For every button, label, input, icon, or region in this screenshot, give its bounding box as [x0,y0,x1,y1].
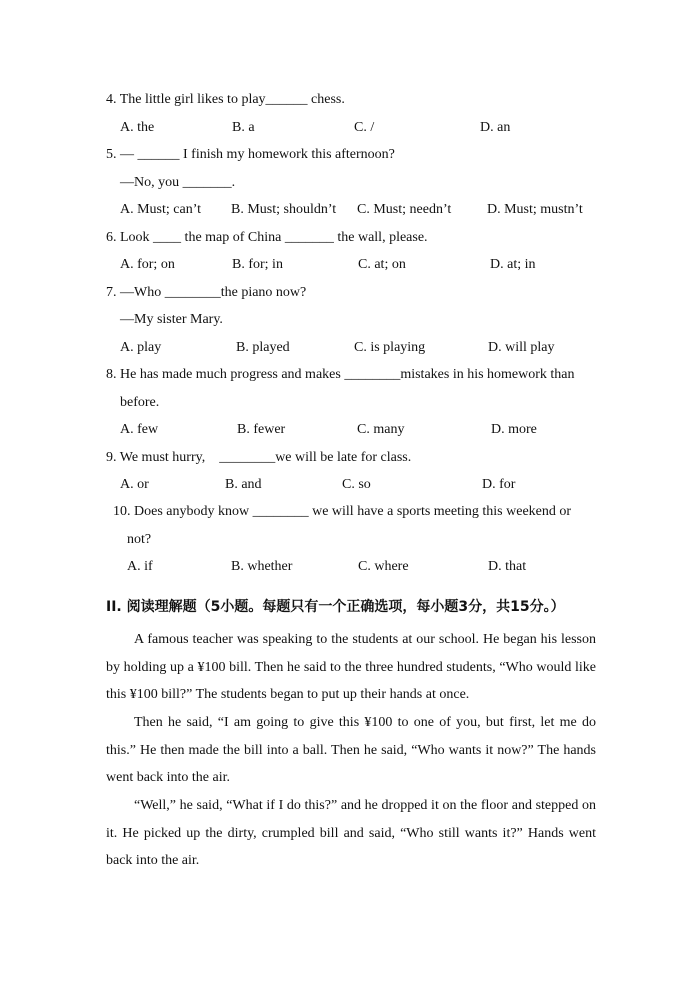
passage-paragraph-2: Then he said, “I am going to give this ¥100 to one of you, but first, let me do this.” He then made the bill into a ball. Then he said, “Who wants it now?” The hands went back into the air. [106,715,596,785]
question-10-stem: 10. Does anybody know ________ we will have a sports meeting this weekend or [113,504,572,519]
q10-option-c: C. where [358,559,409,574]
q9-option-d: D. for [482,477,516,492]
q8-option-c: C. many [357,422,405,437]
q10-option-d: D. that [488,559,527,574]
q9-option-a: A. or [120,477,149,492]
q9-option-c: C. so [342,477,371,492]
q4-option-d: D. an [480,120,511,135]
question-7-response: —My sister Mary. [120,312,223,327]
question-5-stem: 5. — ______ I finish my homework this afternoon? [106,147,395,162]
q4-option-a: A. the [120,120,155,135]
q7-option-d: D. will play [488,340,555,355]
q5-option-a: A. Must; can’t [120,202,202,217]
question-6-stem: 6. Look ____ the map of China _______ the wall, please. [106,230,428,245]
q4-option-b: B. a [232,120,255,135]
question-10-stem-continued: not? [127,532,152,547]
q5-option-d: D. Must; mustn’t [487,202,583,217]
section-title: II. 阅读理解题（5小题。每题只有一个正确选项，每小题3分，共15分。） [106,599,565,615]
q7-option-a: A. play [120,340,162,355]
question-5-response: —No, you _______. [120,175,236,190]
question-9-stem: 9. We must hurry, ________we will be late for class. [106,450,412,465]
q5-option-b: B. Must; shouldn’t [231,202,337,217]
q7-option-b: B. played [236,340,290,355]
q6-option-d: D. at; in [490,257,536,272]
q10-option-b: B. whether [231,559,293,574]
q8-option-a: A. few [120,422,159,437]
q8-option-b: B. fewer [237,422,286,437]
q4-option-c: C. / [354,120,375,135]
q5-option-c: C. Must; needn’t [357,202,452,217]
q8-option-d: D. more [491,422,537,437]
q9-option-b: B. and [225,477,262,492]
q6-option-c: C. at; on [358,257,406,272]
question-4-stem: 4. The little girl likes to play______ chess. [106,92,345,107]
question-7-stem: 7. —Who ________the piano now? [106,285,307,300]
passage-paragraph-3: “Well,” he said, “What if I do this?” and he dropped it on the floor and stepped on it. He picked up the dirty, crumpled bill and said, “Who still wants it?” Hands went back into the air. [106,798,596,868]
question-8-stem-continued: before. [120,395,160,410]
q6-option-a: A. for; on [120,257,175,272]
passage-paragraph-1: A famous teacher was speaking to the students at our school. He began his lesson by holding up a ¥100 bill. Then he said to the three hundred students, “Who would like this ¥100 bill?” The students began to put up their hands at once. [106,632,596,702]
q7-option-c: C. is playing [354,340,426,355]
q6-option-b: B. for; in [232,257,283,272]
question-8-stem: 8. He has made much progress and makes ________mistakes in his homework than [106,367,575,382]
q10-option-a: A. if [127,559,153,574]
